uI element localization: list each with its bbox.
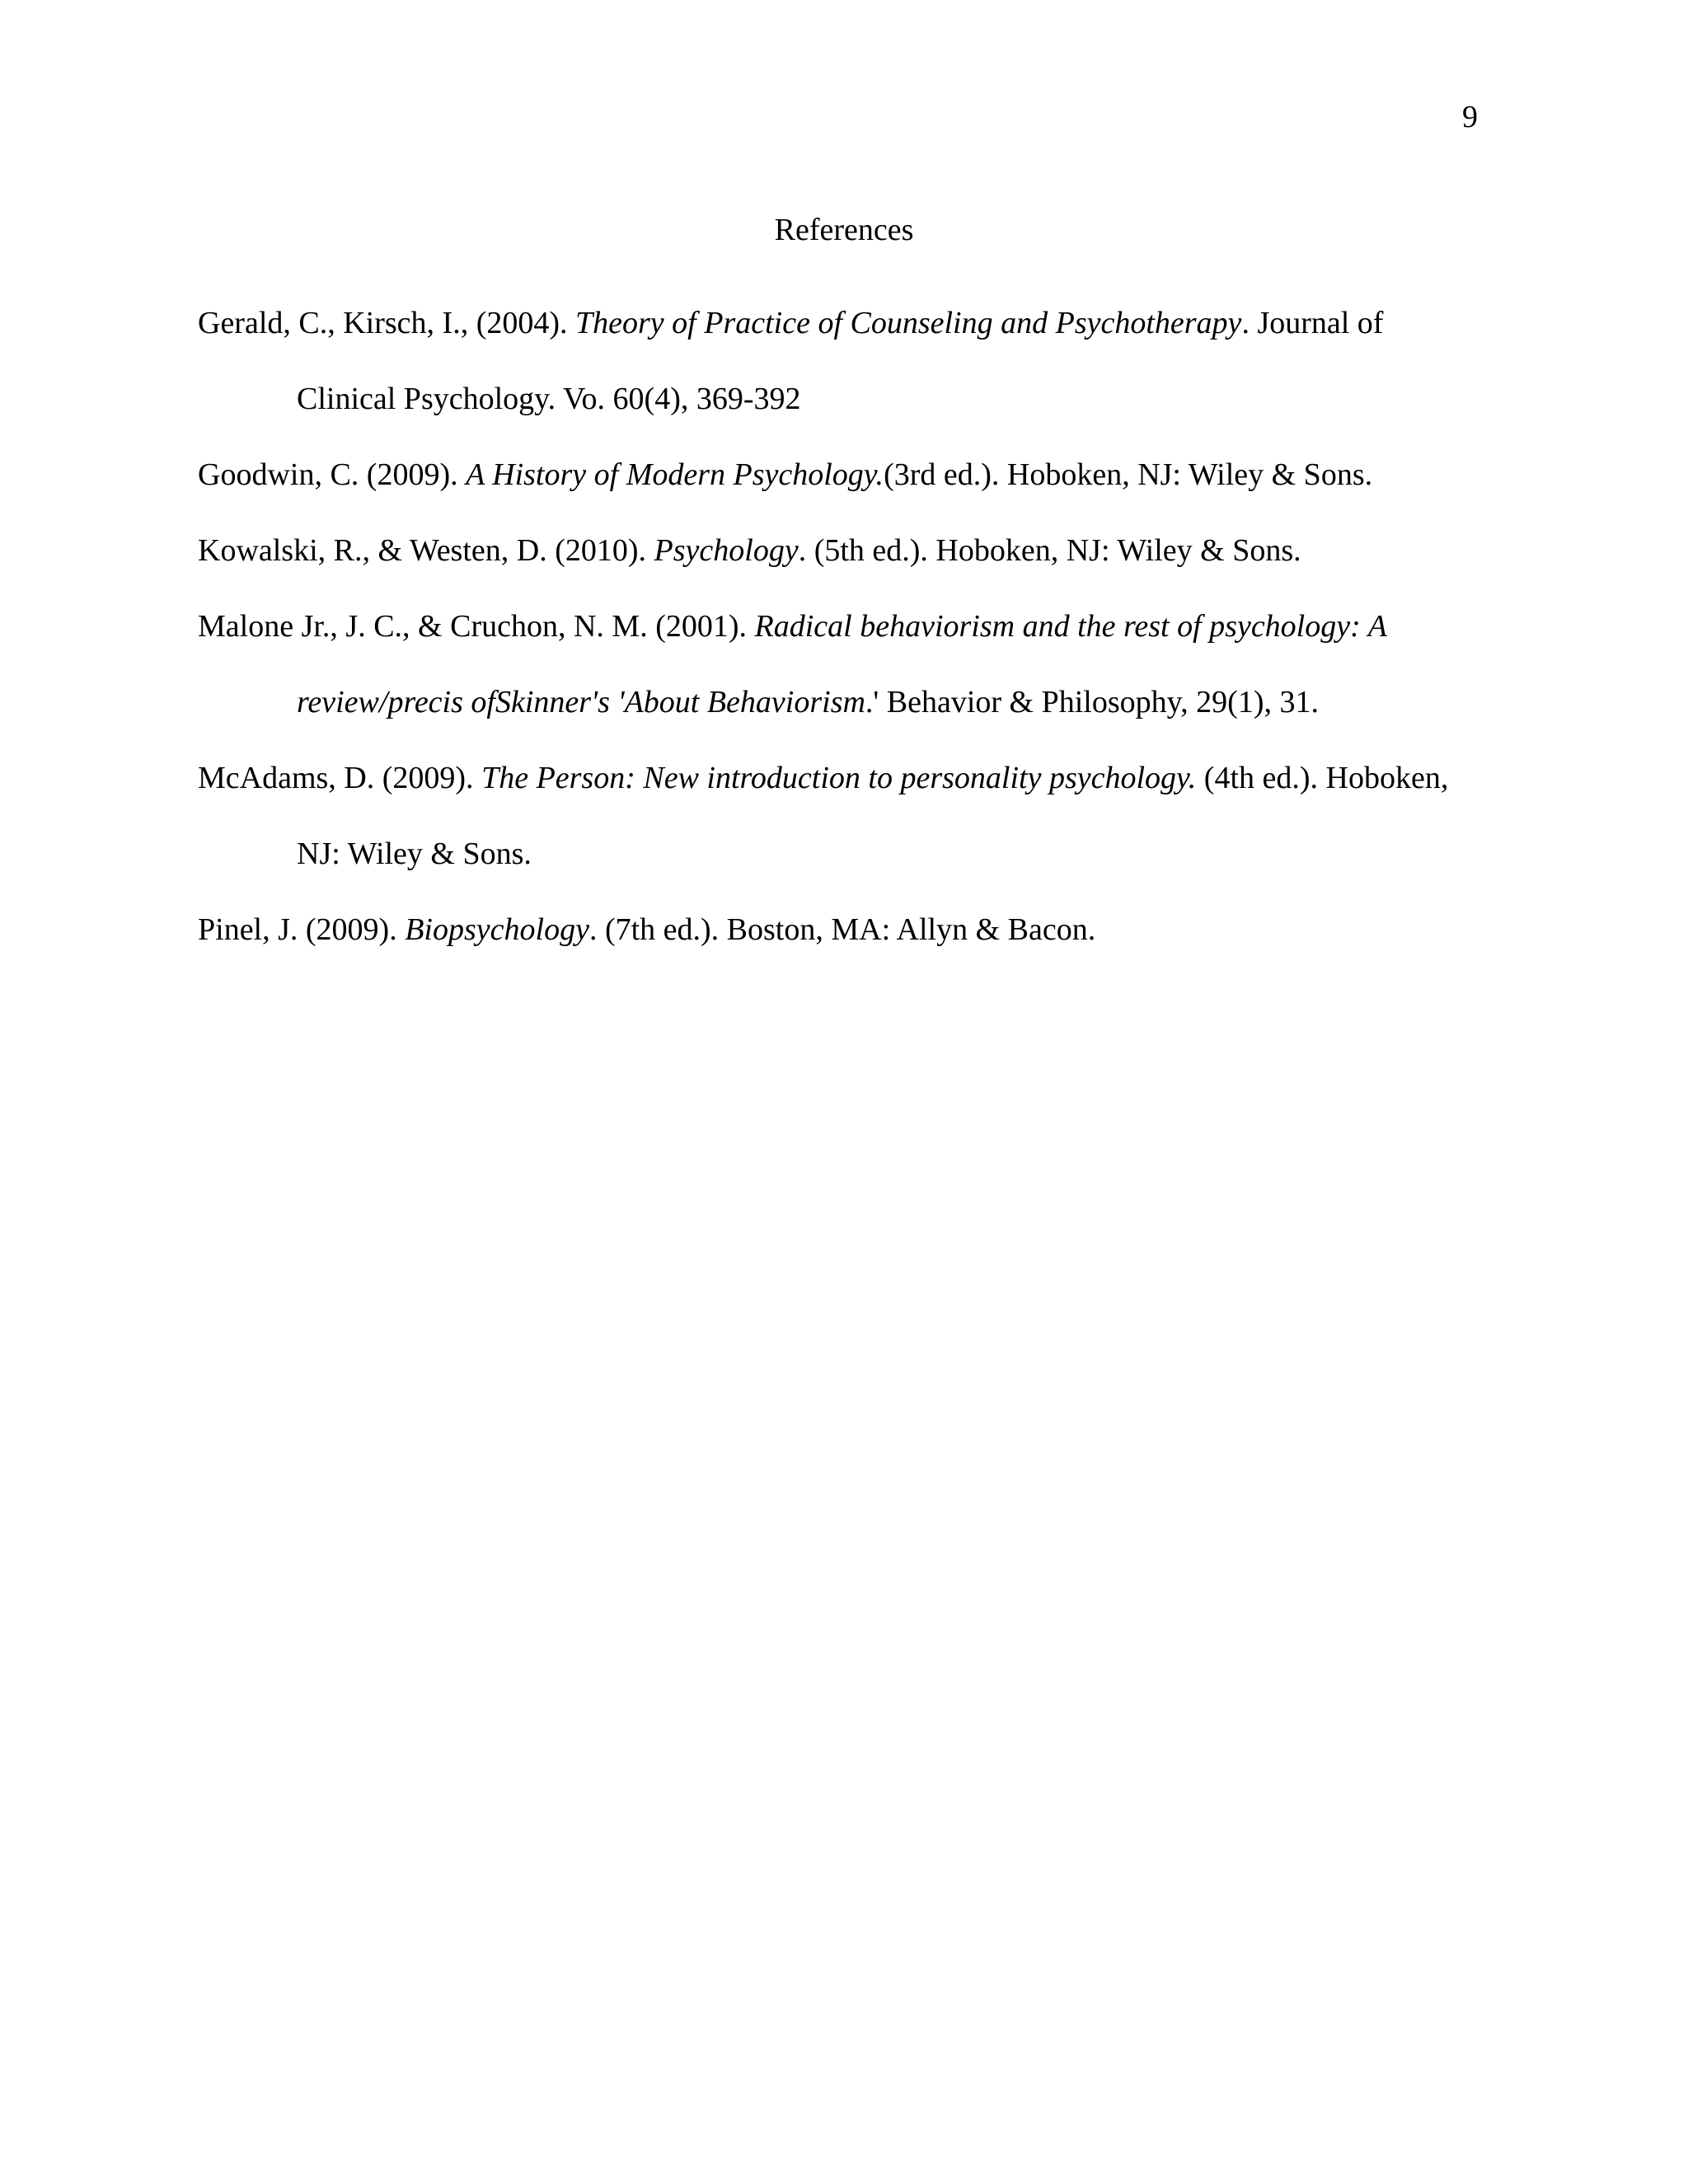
reference-title: Psychology [654,533,799,568]
reference-authors: Goodwin, C. (2009). [198,457,467,492]
reference-entry-goodwin [198,437,1471,513]
reference-authors: Malone Jr., J. C., & Cruchon, N. M. (2001). [198,609,755,644]
reference-details: (3rd ed.). Hoboken, NJ: Wiley & Sons. [884,457,1373,492]
reference-details: . Journal of Clinical Psychology. Vo. 60(4), 369-392 [297,306,1384,416]
reference-authors: Gerald, C., Kirsch, I., (2004). [198,306,576,340]
page-number: 9 [1462,100,1478,134]
reference-authors: Pinel, J. (2009). [198,912,406,947]
reference-authors: McAdams, D. (2009). [198,761,482,795]
reference-list [198,285,1471,968]
reference-title: Biopsychology [405,912,589,947]
reference-entry-gerald [198,285,1471,437]
reference-title: The Person: New introduction to personality psychology. [481,761,1197,795]
reference-entry-malone [198,588,1471,740]
reference-entry-pinel [198,892,1471,968]
reference-details: (4th ed.). Hoboken, NJ: Wiley & Sons. [297,761,1449,871]
reference-details: . (5th ed.). Hoboken, NJ: Wiley & Sons. [798,533,1301,568]
reference-title: A History of Modern Psychology. [466,457,884,492]
reference-details: . (7th ed.). Boston, MA: Allyn & Bacon. [588,912,1096,947]
reference-authors: Kowalski, R., & Westen, D. (2010). [198,533,654,568]
references-heading: References [774,213,914,247]
reference-title: Theory of Practice of Counseling and Psychotherapy [575,306,1242,340]
reference-entry-kowalski [198,513,1471,588]
reference-title: Radical behaviorism and the rest of psychology: A review/precis ofSkinner's 'About Behaviorism [297,609,1387,719]
reference-details: .' Behavior & Philosophy, 29(1), 31. [865,685,1319,719]
reference-entry-mcadams [198,740,1471,892]
